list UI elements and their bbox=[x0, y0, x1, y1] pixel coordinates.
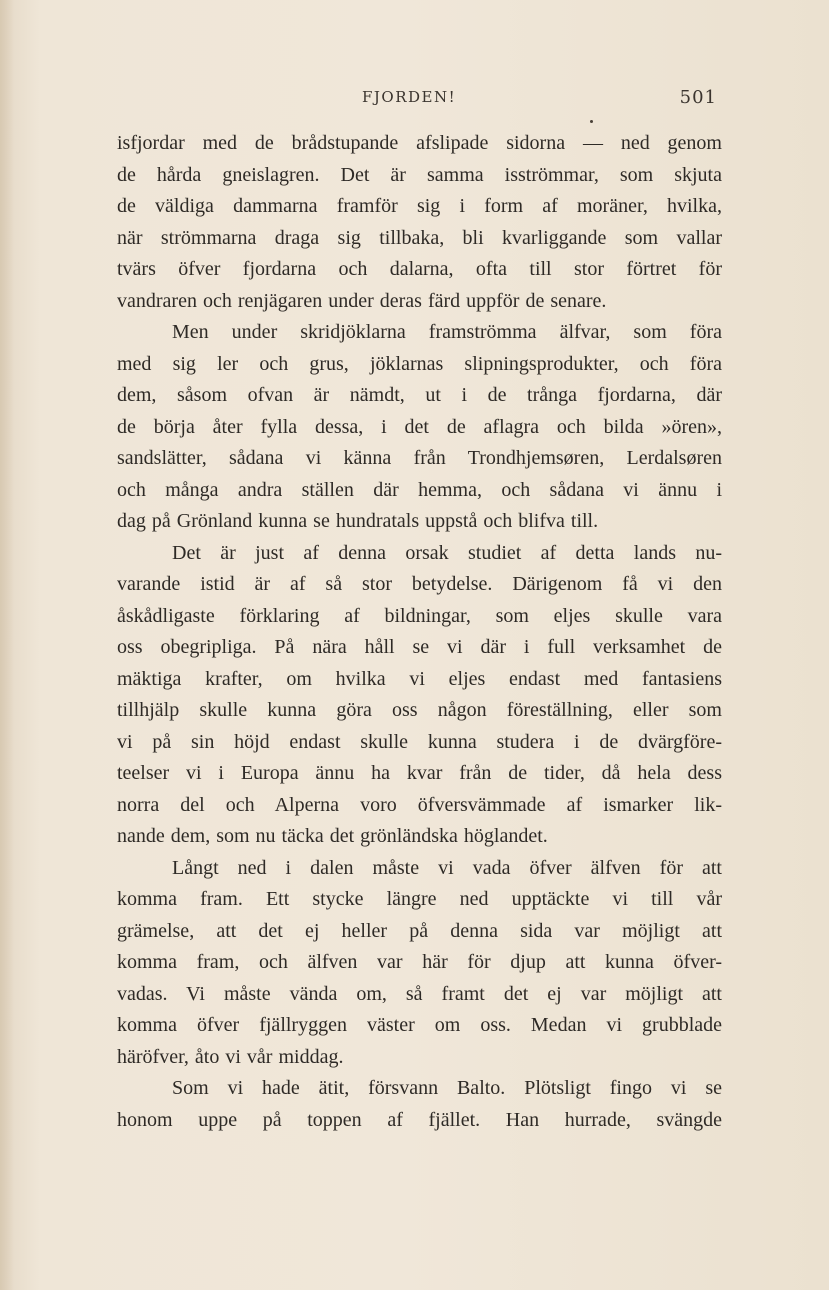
text-line: oss obegripliga. På nära håll se vi där i full verksamhet de bbox=[117, 636, 722, 658]
text-line: de hårda gneislagren. Det är samma isströmmar, som skjuta bbox=[117, 163, 722, 186]
text-line: de väldiga dammarna framför sig i form af moräner, hvilka, bbox=[117, 195, 722, 217]
text-line: varande istid är af så stor betydelse. Därigenom få vi den bbox=[117, 573, 722, 595]
text-line: dag på Grönland kunna se hundratals uppstå och blifva till. bbox=[117, 510, 599, 532]
text-line: vadas. Vi måste vända om, så framt det ej var möjligt att bbox=[117, 982, 722, 1005]
running-head: FJORDEN! bbox=[362, 88, 457, 106]
text-line: komma fram, och älfven var här för djup att kunna öfver- bbox=[117, 951, 722, 973]
text-line: med sig ler och grus, jöklarnas slipningsprodukter, och föra bbox=[117, 352, 722, 375]
text-line: komma öfver fjällryggen väster om oss. Medan vi grubblade bbox=[117, 1014, 722, 1036]
text-line: grämelse, att det ej heller på denna sida var möjligt att bbox=[117, 919, 722, 942]
paragraph-start-line: Som vi hade ätit, försvann Balto. Plötsligt fingo vi se bbox=[172, 1077, 722, 1099]
print-speck bbox=[590, 120, 593, 123]
text-line: honom uppe på toppen af fjället. Han hurrade, svängde bbox=[117, 1108, 722, 1131]
text-line: sandslätter, sådana vi känna från Trondhjemsøren, Lerdalsøren bbox=[117, 447, 722, 469]
text-line: teelser vi i Europa ännu ha kvar från de tider, då hela dess bbox=[117, 762, 722, 784]
paragraph-start-line: Men under skridjöklarna framströmma älfvar, som föra bbox=[172, 321, 722, 343]
paragraph-start-line: Långt ned i dalen måste vi vada öfver älfven för att bbox=[172, 856, 722, 879]
text-line: mäktiga krafter, om hvilka vi eljes endast med fantasiens bbox=[117, 667, 722, 690]
body-text bbox=[117, 128, 722, 1136]
text-line: tvärs öfver fjordarna och dalarna, ofta till stor förtret för bbox=[117, 258, 722, 280]
text-line: nande dem, som nu täcka det grönländska höglandet. bbox=[117, 825, 548, 847]
text-line: norra del och Alperna voro öfversvämmade af ismarker lik- bbox=[117, 793, 722, 816]
text-line: vi på sin höjd endast skulle kunna studera i de dvärgföre- bbox=[117, 730, 722, 753]
text-line: isfjordar med de brådstupande afslipade sidorna — ned genom bbox=[117, 132, 722, 154]
text-line: åskådligaste förklaring af bildningar, som eljes skulle vara bbox=[117, 604, 722, 627]
text-line: häröfver, åto vi vår middag. bbox=[117, 1045, 344, 1068]
text-line: och många andra ställen där hemma, och sådana vi ännu i bbox=[117, 478, 722, 501]
page-number: 501 bbox=[679, 87, 717, 108]
binding-edge bbox=[0, 0, 14, 1290]
text-line: komma fram. Ett stycke längre ned upptäckte vi till vår bbox=[117, 888, 722, 910]
page-header bbox=[117, 88, 717, 114]
text-line: när strömmarna draga sig tillbaka, bli kvarliggande som vallar bbox=[117, 226, 722, 249]
text-line: vandraren och renjägaren under deras färd uppför de senare. bbox=[117, 289, 607, 312]
text-line: dem, såsom ofvan är nämdt, ut i de trånga fjordarna, där bbox=[117, 384, 722, 406]
text-line: de börja åter fylla dessa, i det de aflagra och bilda »ören», bbox=[117, 415, 722, 438]
text-line: tillhjälp skulle kunna göra oss någon föreställning, eller som bbox=[117, 699, 722, 721]
paragraph-start-line: Det är just af denna orsak studiet af detta lands nu- bbox=[172, 541, 722, 564]
